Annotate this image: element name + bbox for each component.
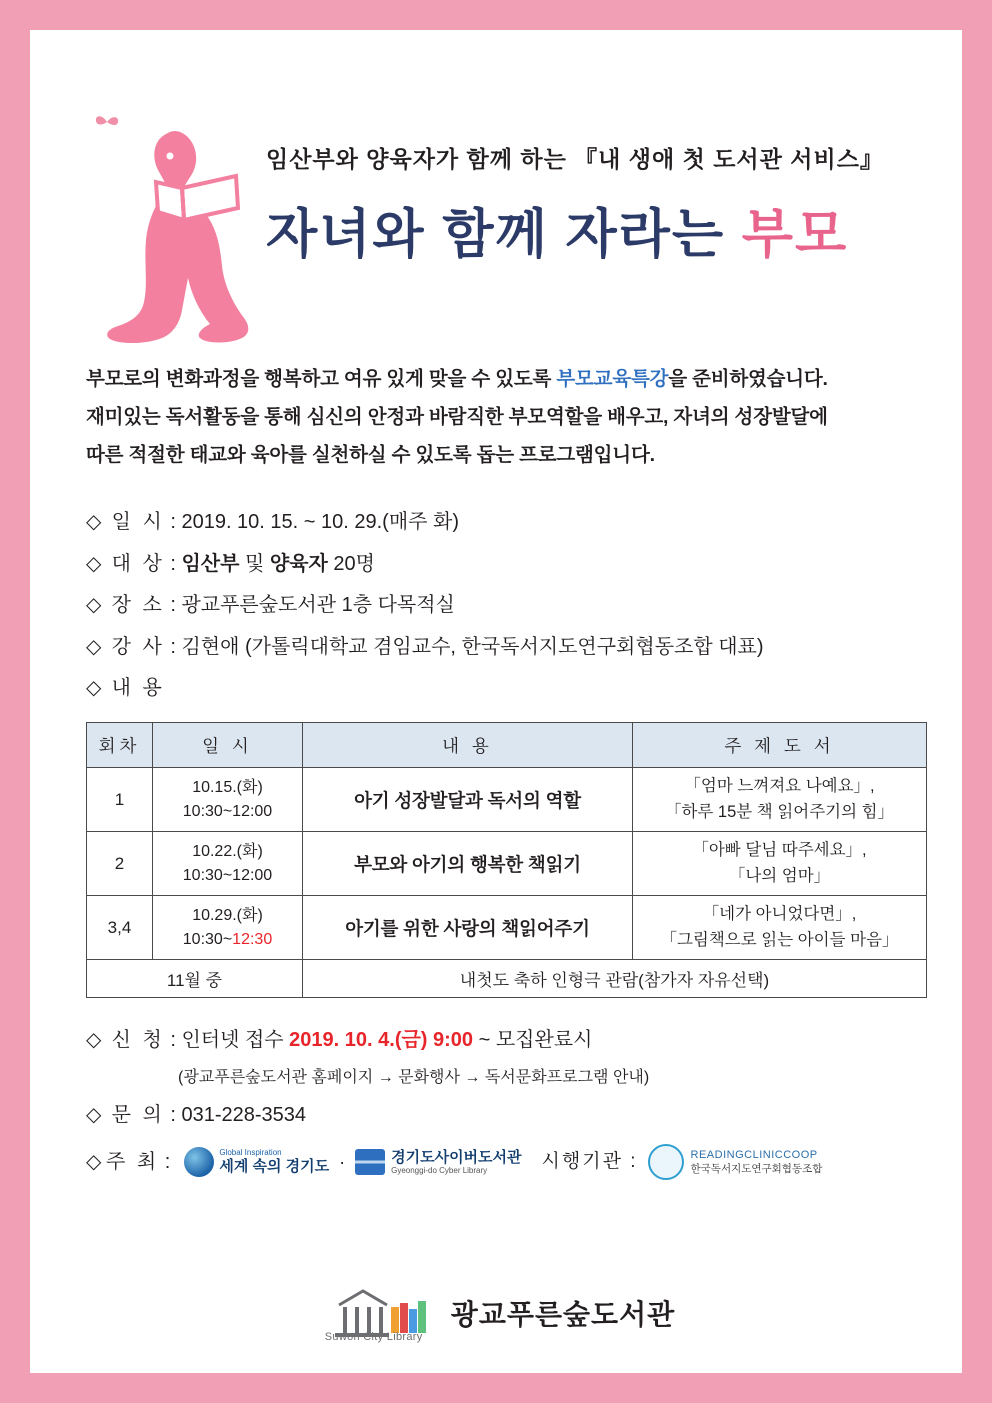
- info-label-date: 일 시: [111, 511, 165, 534]
- cell-book-line-2: 「하루 15분 책 읽어주기의 힘」: [664, 802, 895, 821]
- cell-book: [633, 768, 927, 832]
- diamond-bullet-icon: ◇: [86, 552, 102, 575]
- info-value-teacher: 김현애 (가톨릭대학교 겸임교수, 한국독서지도연구회협동조합 대표): [181, 635, 764, 658]
- inquiry-row: [86, 1095, 906, 1136]
- diamond-bullet-icon: ◇: [86, 511, 102, 534]
- cell-extra-what: 내첫도 축하 인형극 관람(참가자 자유선택): [303, 960, 927, 998]
- diamond-bullet-icon: ◇: [86, 594, 102, 617]
- intro-line-1b: 을 준비하였습니다.: [668, 368, 828, 390]
- cell-when-date: 10.22.(화): [192, 842, 263, 860]
- library-mark-icon: [317, 1283, 437, 1343]
- info-colon-teacher: :: [170, 635, 176, 658]
- diamond-bullet-icon: ◇: [86, 1103, 102, 1126]
- apply-colon: :: [170, 1029, 176, 1052]
- apply-label: 신 청: [111, 1029, 165, 1052]
- logo-separator-dot: ·: [339, 1152, 346, 1173]
- host-label: 주 최: [106, 1150, 160, 1173]
- info-colon-target: :: [170, 552, 176, 575]
- info-value-target-tail: 20명: [327, 552, 375, 575]
- cell-book-line-1: 「네가 아니었다면」,: [702, 905, 857, 924]
- cell-when-time: 10:30~12:00: [182, 802, 273, 820]
- gyeonggi-logo: [184, 1147, 329, 1177]
- exec-label: 시행기관 :: [541, 1151, 638, 1173]
- table-row: [87, 768, 927, 832]
- diamond-bullet-icon: ◇: [86, 1150, 102, 1173]
- cell-book-line-2: 「그림책으로 읽는 아이들 마음」: [660, 930, 899, 949]
- column-header-no: 회차: [87, 723, 153, 768]
- column-header-when: 일 시: [153, 723, 303, 768]
- title-main: 자녀와 함께 자라는: [266, 205, 742, 264]
- cyber-library-name-en: Gyeonggi-do Cyber Library: [391, 1165, 488, 1175]
- cell-extra-when: 11월 중: [87, 960, 303, 998]
- books-icon: [355, 1149, 385, 1175]
- info-colon-date: :: [170, 511, 176, 534]
- apply-note: (광교푸른숲도서관 홈페이지 → 문화행사 → 독서문화프로그램 안내): [178, 1069, 650, 1087]
- cyber-library-logo: [355, 1149, 521, 1175]
- cyber-library-logo-text: [391, 1149, 521, 1175]
- cell-when-time: [157, 928, 298, 952]
- apply-text-a: 인터넷 접수: [181, 1029, 290, 1052]
- info-colon-place: :: [170, 594, 176, 617]
- inquiry-colon: :: [170, 1103, 176, 1126]
- cell-what: 아기를 위한 사랑의 책읽어주기: [303, 896, 633, 960]
- info-label-teacher: 강 사: [111, 635, 165, 658]
- cyber-library-name: 경기도사이버도서관: [391, 1149, 522, 1167]
- info-value-target-bold-1: 임산부: [181, 552, 240, 575]
- header-text-block: [266, 141, 906, 268]
- diamond-bullet-icon: ◇: [86, 1029, 102, 1052]
- cell-book-line-1: 「아빠 달님 따주세요」,: [692, 841, 867, 860]
- cell-when: [153, 768, 303, 832]
- table-row: [87, 896, 927, 960]
- apply-row: [86, 1020, 906, 1061]
- cell-when-date: 10.15.(화): [192, 778, 263, 796]
- cell-what: 부모와 아기의 행복한 책읽기: [303, 832, 633, 896]
- cell-when: [153, 832, 303, 896]
- cell-book-line-2: 「나의 엄마」: [728, 866, 831, 885]
- title-accent: 부모: [741, 205, 849, 264]
- schedule-table: [86, 722, 927, 998]
- library-name-kr: 광교푸른숲도서관: [450, 1299, 676, 1330]
- apply-date: 2019. 10. 4.(금) 9:00: [289, 1029, 474, 1052]
- library-logo: [317, 1283, 676, 1343]
- cell-no: 1: [87, 768, 153, 832]
- poster-inner: [30, 30, 962, 1373]
- cell-book: [633, 832, 927, 896]
- intro-highlight: 부모교육특강: [556, 368, 669, 390]
- reading-clinic-logo-text: [691, 1149, 823, 1175]
- info-label-target: 대 상: [111, 552, 165, 575]
- cell-no: 3,4: [87, 896, 153, 960]
- info-row-teacher: [86, 627, 906, 669]
- info-row-date: [86, 502, 906, 544]
- info-value-place: 광교푸른숲도서관 1층 다목적실: [181, 594, 455, 617]
- apply-section: [86, 1020, 906, 1183]
- inquiry-label: 문 의: [111, 1103, 165, 1126]
- cell-book-line-1: 「엄마 느껴져요 나예요」,: [684, 777, 875, 796]
- info-label-content: 내 용: [111, 677, 165, 700]
- sponsor-row: [86, 1142, 906, 1183]
- kangaroo-illustration-icon: [96, 116, 286, 356]
- diamond-bullet-icon: ◇: [86, 635, 102, 658]
- table-row: [87, 832, 927, 896]
- intro-line-3: 따른 적절한 태교와 육아를 실천하실 수 있도록 돕는 프로그램입니다.: [86, 444, 655, 467]
- cell-when: [153, 896, 303, 960]
- info-value-target-mid: 및: [239, 552, 270, 575]
- column-header-what: 내 용: [303, 723, 633, 768]
- info-row-target: [86, 544, 906, 586]
- poster-subtitle: 임산부와 양육자가 함께 하는 『내 생애 첫 도서관 서비스』: [266, 146, 884, 172]
- cell-when-time-end: 12:30: [232, 930, 273, 948]
- info-row-content: [86, 668, 906, 710]
- cell-when-time: 10:30~12:00: [182, 866, 273, 884]
- intro-line-1a: 부모로의 변화과정을 행복하고 여유 있게 맞을 수 있도록: [86, 368, 557, 390]
- globe-icon: [184, 1147, 214, 1177]
- table-row-extra: [87, 960, 927, 998]
- cell-what: 아기 성장발달과 독서의 역할: [303, 768, 633, 832]
- library-name-en: Suwon City Library: [324, 1331, 423, 1343]
- gyeonggi-logo-name: 세계 속의 경기도: [219, 1158, 330, 1176]
- info-label-place: 장 소: [111, 594, 165, 617]
- cell-when-time-start: 10:30~: [182, 930, 233, 948]
- diamond-bullet-icon: ◇: [86, 677, 102, 700]
- info-list: [86, 502, 906, 710]
- info-value-date: 2019. 10. 15. ~ 10. 29.(매주 화): [181, 511, 460, 534]
- cell-when-date: 10.29.(화): [192, 906, 263, 924]
- info-row-place: [86, 585, 906, 627]
- inquiry-value: 031-228-3534: [181, 1103, 307, 1126]
- apply-text-b: ~ 모집완료시: [473, 1029, 593, 1052]
- gyeonggi-logo-text: [219, 1149, 329, 1175]
- intro-line-1: [86, 360, 906, 398]
- intro-paragraph: [86, 360, 906, 474]
- host-colon: :: [159, 1150, 171, 1173]
- info-value-target-bold-2: 양육자: [269, 552, 328, 575]
- table-header-row: [87, 723, 927, 768]
- gyeonggi-logo-tagline: Global Inspiration: [219, 1148, 282, 1158]
- reading-clinic-logo: [648, 1144, 823, 1180]
- intro-line-2: 재미있는 독서활동을 통해 심신의 안정과 바람직한 부모역할을 배우고, 자녀의 성장발달에: [86, 406, 828, 429]
- cell-book: [633, 896, 927, 960]
- reading-clinic-name-en: READINGCLINICCOOP: [690, 1149, 818, 1162]
- reading-clinic-name-kr: 한국독서지도연구회협동조합: [690, 1162, 823, 1175]
- page-title: [266, 192, 906, 268]
- cell-no: 2: [87, 832, 153, 896]
- footer: [30, 1283, 962, 1343]
- poster-header: [86, 56, 906, 356]
- column-header-book: 주 제 도 서: [633, 723, 927, 768]
- reading-clinic-mark-icon: [648, 1144, 684, 1180]
